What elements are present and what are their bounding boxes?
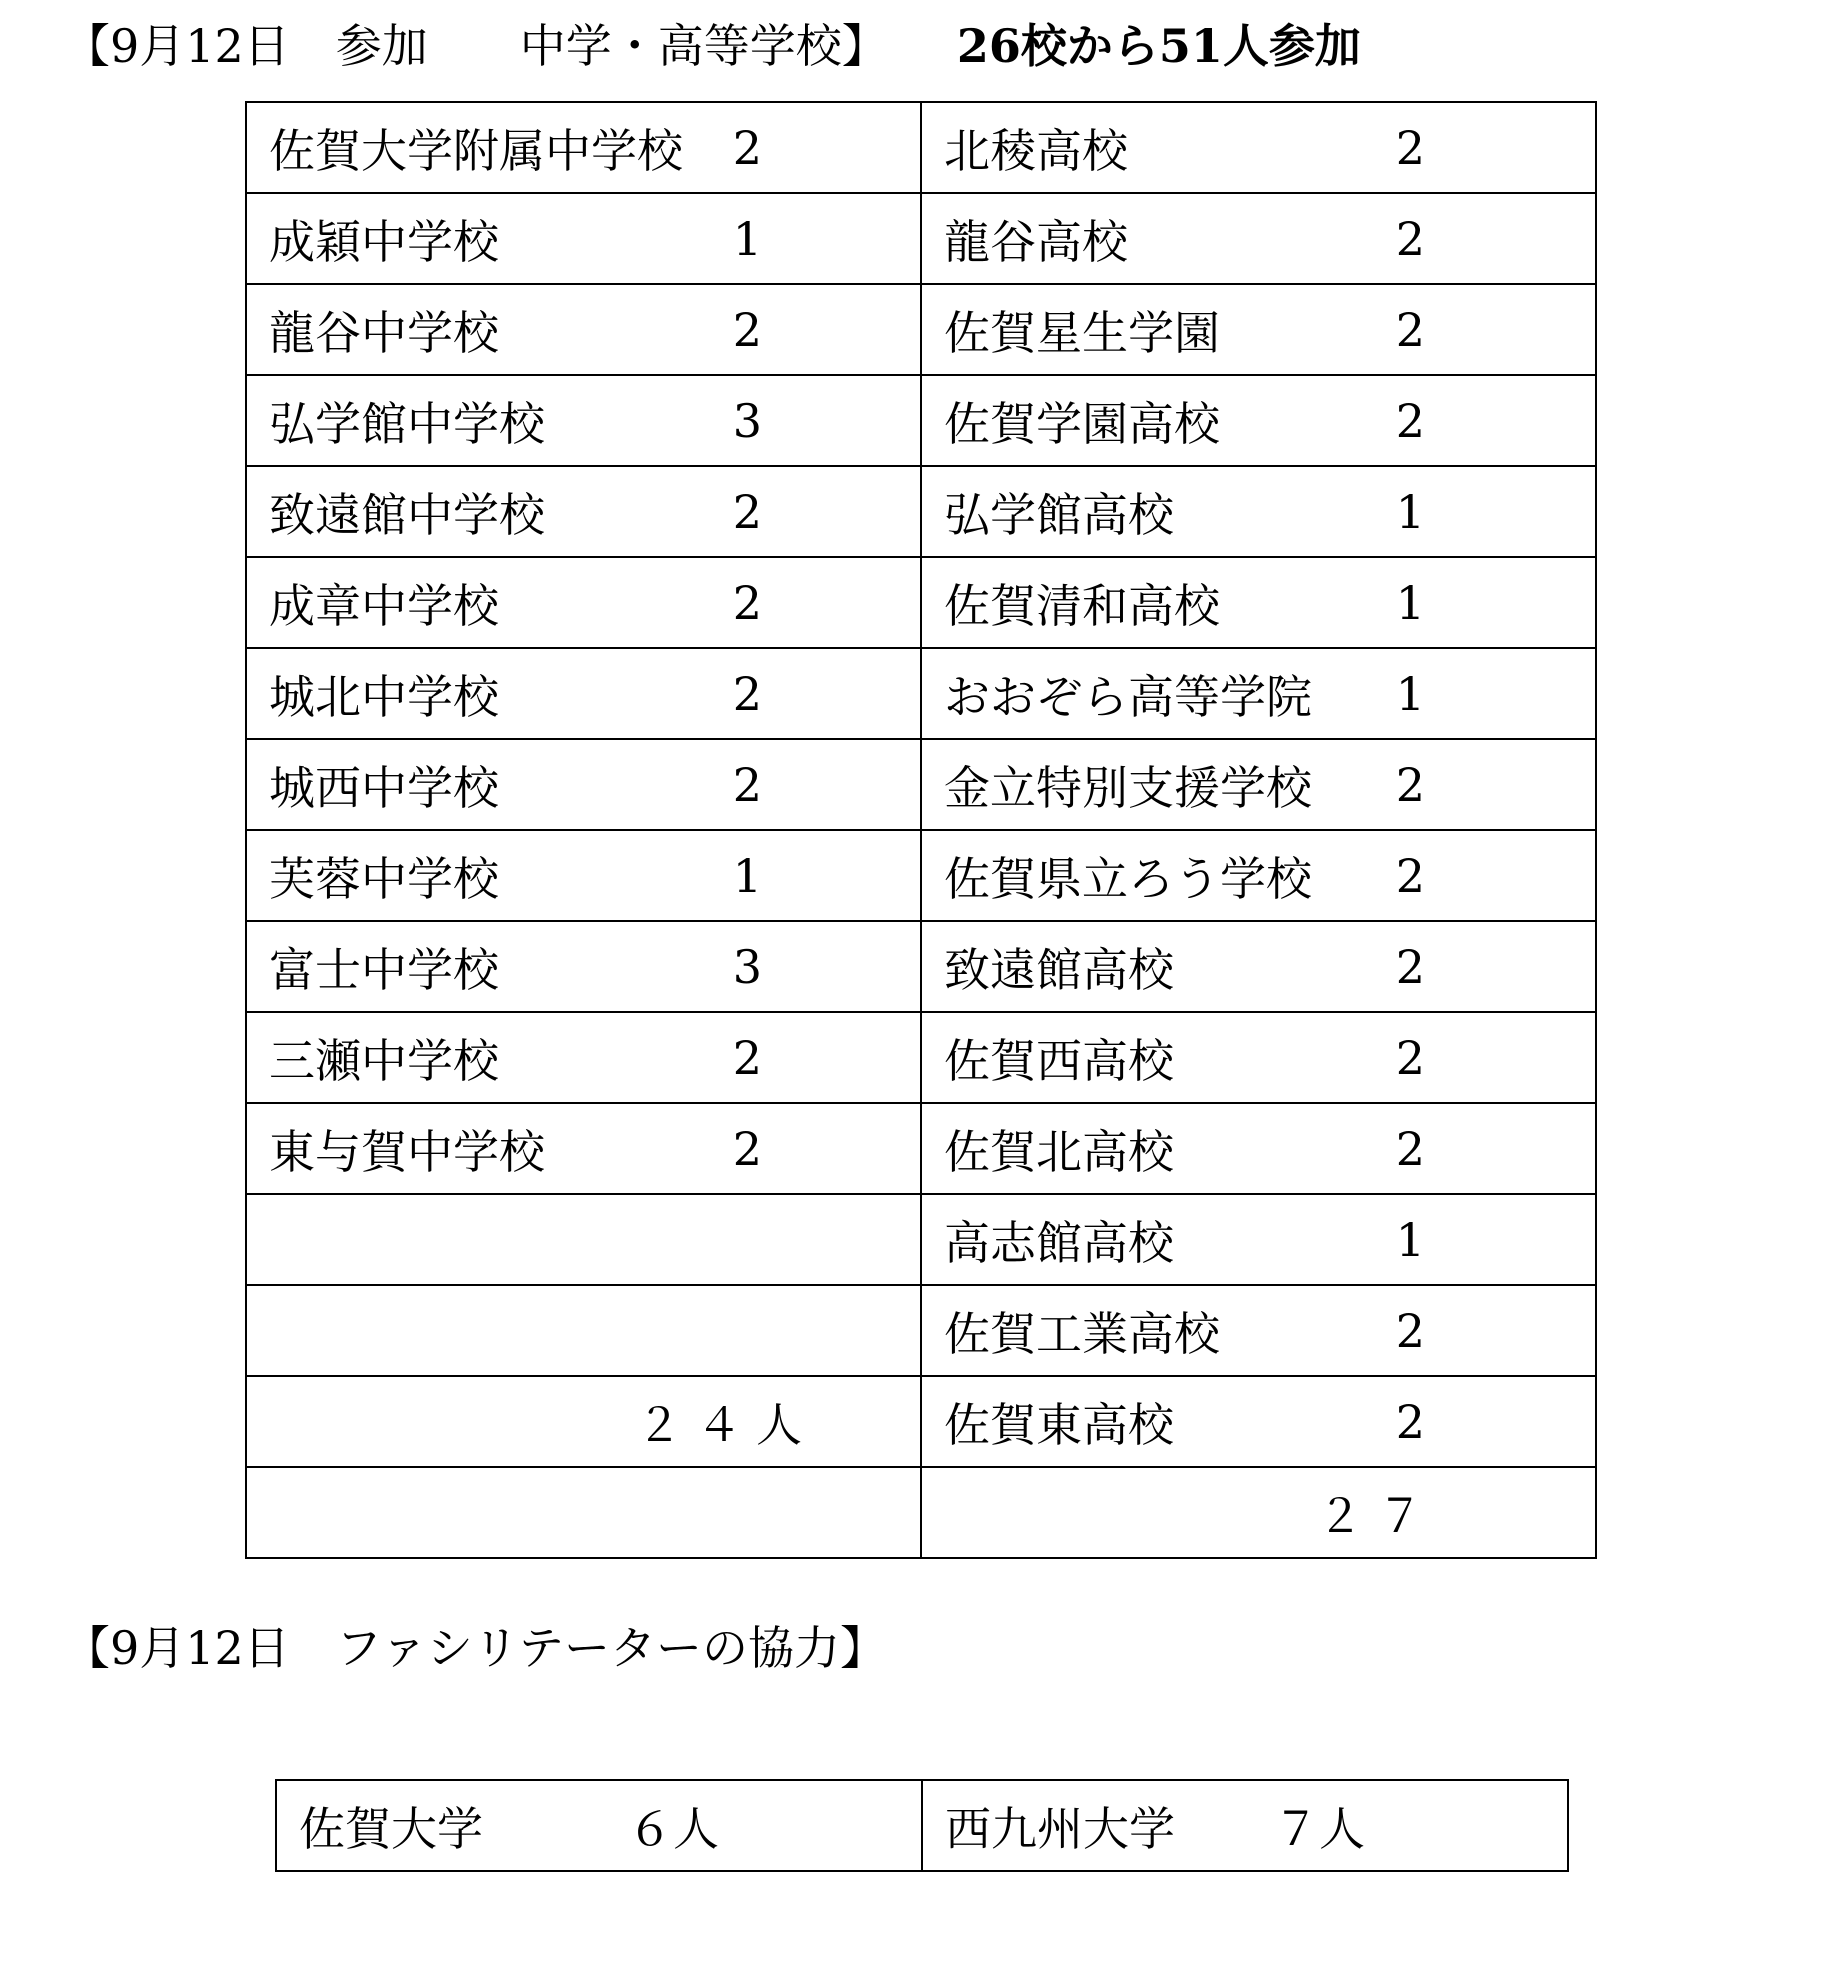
- school-name: 佐賀西高校: [944, 1033, 1174, 1088]
- table-row: [246, 1103, 1596, 1194]
- junior-high-cell: [246, 648, 921, 739]
- school-name: 城西中学校: [269, 760, 499, 815]
- high-school-cell: [921, 830, 1596, 921]
- participant-count: 2: [732, 302, 762, 357]
- table-row: [246, 375, 1596, 466]
- school-name: おおぞら高等学院: [944, 669, 1312, 724]
- empty-cell: [246, 1194, 921, 1285]
- junior-high-cell: [246, 557, 921, 648]
- junior-high-total-cell: [246, 1376, 921, 1467]
- table-row: [246, 830, 1596, 921]
- junior-high-cell: [246, 1012, 921, 1103]
- table-row: [246, 1194, 1596, 1285]
- facilitator-table: [275, 1779, 1569, 1872]
- participant-count: 2: [732, 1121, 762, 1176]
- high-school-total-cell: [921, 1467, 1596, 1558]
- school-name: 城北中学校: [269, 669, 499, 724]
- junior-high-cell: [246, 1103, 921, 1194]
- facilitator-count: ７人: [1273, 1801, 1365, 1856]
- school-name: 佐賀北高校: [944, 1124, 1174, 1179]
- facilitator-cell: [922, 1780, 1568, 1871]
- university-name: 西九州大学: [945, 1801, 1175, 1856]
- table-row: [246, 102, 1596, 193]
- table-row: [246, 193, 1596, 284]
- high-school-cell: [921, 193, 1596, 284]
- school-name: 弘学館中学校: [269, 396, 545, 451]
- high-school-cell: [921, 1103, 1596, 1194]
- high-school-cell: [921, 102, 1596, 193]
- participant-count: 2: [732, 1030, 762, 1085]
- empty-cell: [246, 1285, 921, 1376]
- participant-count: 1: [1395, 484, 1425, 539]
- participant-count: 2: [1395, 757, 1425, 812]
- school-name: 高志館高校: [944, 1215, 1174, 1270]
- participant-count: 2: [1395, 1303, 1425, 1358]
- table-row: [246, 921, 1596, 1012]
- junior-high-cell: [246, 375, 921, 466]
- school-name: 佐賀清和高校: [944, 578, 1220, 633]
- high-school-cell: [921, 284, 1596, 375]
- participant-count: 1: [1395, 666, 1425, 721]
- school-name: 金立特別支援学校: [944, 760, 1312, 815]
- table-row: [246, 466, 1596, 557]
- participant-count: 3: [732, 939, 762, 994]
- junior-high-cell: [246, 830, 921, 921]
- junior-high-total: ２４人: [636, 1397, 816, 1452]
- facilitator-cell: [276, 1780, 922, 1871]
- school-name: 佐賀工業高校: [944, 1306, 1220, 1361]
- high-school-cell: [921, 1285, 1596, 1376]
- school-name: 龍谷高校: [944, 214, 1128, 269]
- participation-summary: 26校から51人参加: [956, 19, 1361, 73]
- facilitator-heading: 【9月12日 ファシリテーターの協力】: [64, 1621, 886, 1675]
- participant-count: 2: [1395, 393, 1425, 448]
- participant-count: 1: [732, 848, 762, 903]
- high-school-cell: [921, 1012, 1596, 1103]
- participant-count: 2: [732, 120, 762, 175]
- junior-high-cell: [246, 921, 921, 1012]
- high-school-cell: [921, 1194, 1596, 1285]
- school-name: 佐賀星生学園: [944, 305, 1220, 360]
- junior-high-cell: [246, 102, 921, 193]
- facilitator-count: ６人: [627, 1801, 719, 1856]
- table-row: [276, 1780, 1568, 1871]
- table-row: [246, 557, 1596, 648]
- participant-count: 1: [732, 211, 762, 266]
- participant-count: 2: [1395, 302, 1425, 357]
- participant-count: 2: [1395, 1030, 1425, 1085]
- participant-schools-table: [245, 101, 1597, 1559]
- participation-heading: [64, 16, 1361, 76]
- school-name: 佐賀県立ろう学校: [944, 851, 1312, 906]
- high-school-cell: [921, 466, 1596, 557]
- participant-count: 2: [1395, 1394, 1425, 1449]
- table-row: [246, 1285, 1596, 1376]
- high-school-cell: [921, 921, 1596, 1012]
- participant-count: 3: [732, 393, 762, 448]
- school-name: 成章中学校: [269, 578, 499, 633]
- table-row: [246, 1012, 1596, 1103]
- school-name: 佐賀大学附属中学校: [269, 123, 683, 178]
- participant-count: 2: [1395, 211, 1425, 266]
- table-row: [246, 1376, 1596, 1467]
- table-row: [246, 648, 1596, 739]
- junior-high-cell: [246, 193, 921, 284]
- university-name: 佐賀大学: [299, 1801, 483, 1856]
- school-name: 成穎中学校: [269, 214, 499, 269]
- participant-count: 2: [1395, 1121, 1425, 1176]
- school-name: 弘学館高校: [944, 487, 1174, 542]
- participant-count: 2: [1395, 939, 1425, 994]
- school-name: 東与賀中学校: [269, 1124, 545, 1179]
- junior-high-cell: [246, 466, 921, 557]
- school-name: 北稜高校: [944, 123, 1128, 178]
- participant-count: 2: [732, 575, 762, 630]
- table-row: [246, 1467, 1596, 1558]
- school-name: 富士中学校: [269, 942, 499, 997]
- high-school-total: ２７: [1317, 1488, 1437, 1543]
- participant-count: 2: [732, 484, 762, 539]
- participation-heading-text: 【9月12日 参加 中学・高等学校】: [64, 19, 865, 73]
- school-name: 致遠館中学校: [269, 487, 545, 542]
- high-school-cell: [921, 739, 1596, 830]
- high-school-cell: [921, 1376, 1596, 1467]
- participant-count: 1: [1395, 1212, 1425, 1267]
- participant-count: 1: [1395, 575, 1425, 630]
- school-name: 芙蓉中学校: [269, 851, 499, 906]
- school-name: 三瀬中学校: [269, 1033, 499, 1088]
- junior-high-cell: [246, 284, 921, 375]
- participant-count: 2: [732, 757, 762, 812]
- school-name: 佐賀東高校: [944, 1397, 1174, 1452]
- empty-cell: [246, 1467, 921, 1558]
- participant-count: 2: [732, 666, 762, 721]
- participant-count: 2: [1395, 848, 1425, 903]
- participant-count: 2: [1395, 120, 1425, 175]
- table-row: [246, 739, 1596, 830]
- school-name: 佐賀学園高校: [944, 396, 1220, 451]
- school-name: 龍谷中学校: [269, 305, 499, 360]
- junior-high-cell: [246, 739, 921, 830]
- table-row: [246, 284, 1596, 375]
- school-name: 致遠館高校: [944, 942, 1174, 997]
- high-school-cell: [921, 375, 1596, 466]
- high-school-cell: [921, 648, 1596, 739]
- high-school-cell: [921, 557, 1596, 648]
